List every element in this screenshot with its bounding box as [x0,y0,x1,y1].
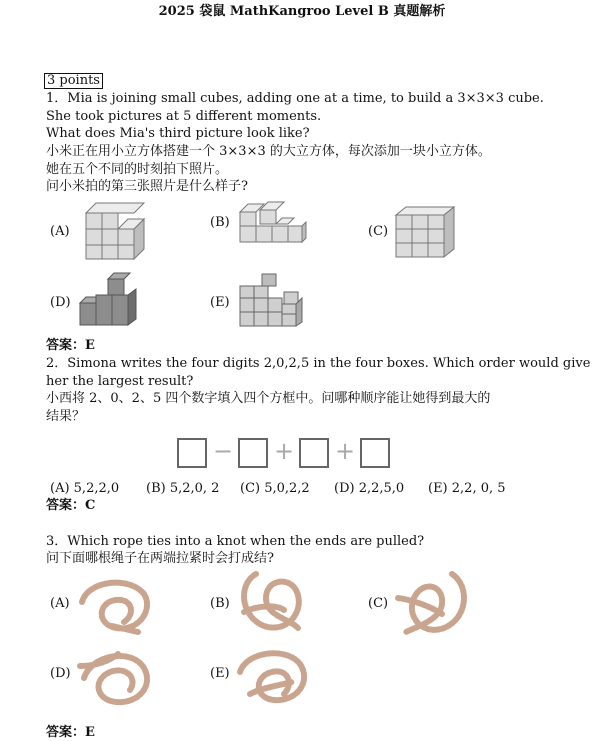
q1-option-a-figure [78,199,152,261]
q3-option-d-label: (D) [50,666,71,681]
q2-digit-box-2 [238,438,268,468]
q3-option-b-rope [236,570,310,636]
q1-option-e-label: (E) [210,295,230,310]
q3-text-cn1: 问下面哪根绳子在两端拉紧时会打成结? [46,551,274,566]
q1-option-c-label: (C) [368,224,389,239]
q1-text-cn3: 问小米拍的第三张照片是什么样子? [46,179,248,194]
q1-text-cn2: 她在五个不同的时刻拍下照片。 [46,162,229,177]
q1-option-a-label: (A) [50,224,70,239]
q2-text-cn1: 小西将 2、0、2、5 四个数字填入四个方框中。问哪种顺序能让她得到最大的 [46,391,491,406]
q2-text-line1: 2．Simona writes the four digits 2,0,2,5 in the four boxes. Which order would give [46,356,591,371]
q1-text-cn1: 小米正在用小立方体搭建一个 3×3×3 的大立方体，每次添加一块小立方体。 [46,144,491,159]
q1-option-b-label: (B) [210,215,230,230]
q2-option-e: (E) 2,2, 0, 5 [428,481,506,496]
q2-operator-plus-1: + [274,437,295,465]
q3-text-line1: 3．Which rope ties into a knot when the ends are pulled? [46,534,425,549]
q3-option-a-rope [78,572,158,636]
points-label: 3 points [44,73,103,89]
q1-option-d-label: (D) [50,295,71,310]
q3-option-d-rope [78,642,158,708]
q3-option-c-label: (C) [368,596,389,611]
page-title: 2025 袋鼠 MathKangroo Level B 真题解析 [158,4,446,19]
q3-option-b-label: (B) [210,596,230,611]
q3-option-e-label: (E) [210,666,230,681]
q2-operator-minus: − [213,437,234,465]
q3-option-c-rope [392,570,472,636]
q1-option-b-figure [236,200,308,246]
q2-text-cn2: 结果？ [46,409,86,424]
q2-option-c: (C) 5,0,2,2 [240,481,310,496]
q2-digit-box-3 [299,438,329,468]
q2-digit-box-1 [177,438,207,468]
q1-option-e-figure [236,272,306,330]
q2-option-d: (D) 2,2,5,0 [334,481,405,496]
q2-digit-box-4 [360,438,390,468]
q1-option-c-figure [394,205,458,261]
q2-option-b: (B) 5,2,0, 2 [146,481,220,496]
q2-text-line2: her the largest result? [46,374,194,389]
q1-answer: 答案：E [46,338,95,353]
q3-option-e-rope [236,642,312,708]
q2-option-a: (A) 5,2,2,0 [50,481,120,496]
q2-operator-plus-2: + [335,437,356,465]
q3-answer: 答案：E [46,725,95,740]
q1-text-line2: She took pictures at 5 different moments. [46,109,322,124]
q1-option-d-figure [78,273,144,329]
q1-text-line3: What does Mia's third picture look like? [46,126,310,141]
q2-answer: 答案：C [46,498,96,513]
q1-text-line1: 1．Mia is joining small cubes, adding one at a time, to build a 3×3×3 cube. [46,91,544,106]
q3-option-a-label: (A) [50,596,70,611]
